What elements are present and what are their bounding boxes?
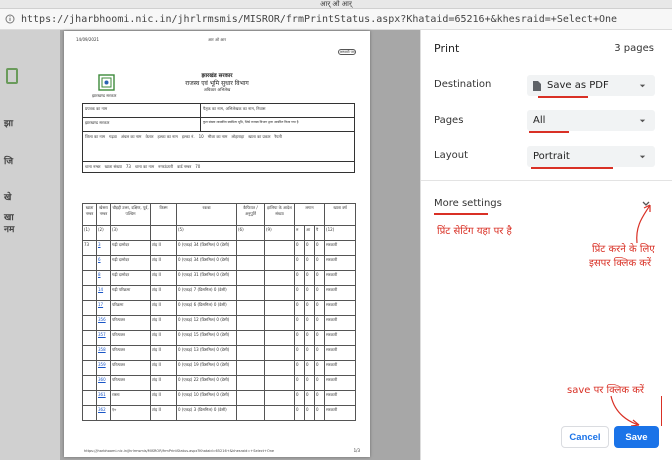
area-cell: 0 (एकड़) 3 (डिसमिल) 0 (डेसी) [177,406,237,421]
preview-footer-url: https://jharbhoomi.nic.in/jhrlrmsmis/MISROR/frmPrintStatus.aspx?Khataid=65216+&khesraid=+Select+One [84,449,275,453]
rent-anna-cell: 0 [305,361,315,376]
table-row [83,391,356,406]
col-year: खाता वर्ष [325,204,356,226]
circle-label: अंचल का नाम [120,134,142,139]
status-cell: सरकारी [325,241,356,256]
click-annotation-line2: इसपर क्लिक करें [589,258,652,269]
order-cell [265,406,295,421]
khesra-link[interactable] [97,376,111,391]
col-remarks: कैफियत / अनुपूर्ति [237,204,265,226]
underlying-text: खा [4,213,14,223]
rent-anna-cell: 0 [305,241,315,256]
table-row [83,271,356,286]
subheader-cell: (9) [265,226,295,241]
heading-record: अधिकार अभिलेख [203,87,231,92]
col-khesra: खेसरा नम्बर [97,204,111,226]
layout-value: Portrait [533,151,570,162]
status-cell: सरकारी [325,316,356,331]
table-row [83,331,356,346]
remarks-cell [237,301,265,316]
owner-row [82,103,355,117]
col-kism: किस्म [151,204,177,226]
underlying-text: जि [4,157,14,167]
khesra-link[interactable] [97,316,111,331]
owner-details-label: पैतृक का नाम, अभिलेखक का नाम, निवास [203,106,266,111]
rent-paisa-cell: 0 [315,241,325,256]
save-button[interactable]: Save [614,426,659,448]
boundary-cell: परित्यक्त [111,361,151,376]
order-cell [265,376,295,391]
print-title: Print [434,42,460,55]
area-cell: 0 (एकड़) 15 (डिसमिल) 0 (डेसी) [177,331,237,346]
destination-value: Save as PDF [547,80,609,91]
khata-cell [83,376,97,391]
area-cell: 0 (एकड़) 7 (डिसमिल) 0 (डेसी) [177,286,237,301]
khesra-number-link[interactable]: 359 [98,362,106,367]
underlying-text: नम [4,225,15,235]
annotation-underline [434,213,488,215]
table-row [83,316,356,331]
order-cell [265,256,295,271]
khesra-number-link[interactable]: 17 [98,302,104,307]
thana-name-value: नगरऊंटारी [158,164,174,169]
chevron-down-icon [638,116,647,125]
rent-anna-cell: 0 [305,301,315,316]
remarks-cell [237,346,265,361]
status-badge: अस्थायी पत्र [339,50,355,54]
rent-anna-cell: 0 [305,271,315,286]
rent-paisa-cell: 0 [315,376,325,391]
khata-cell [83,391,97,406]
rent-anna-cell: 0 [305,406,315,421]
khesra-link[interactable] [97,256,111,271]
halka-no-label: हल्का नं. [181,134,195,139]
rent-anna-cell: 0 [305,391,315,406]
subheader-cell: (2) [97,226,111,241]
rent-paisa-cell: 0 [315,391,325,406]
preview-date: 14/09/2021 [76,37,100,42]
subheader-cell: (12) [325,226,356,241]
khata-no-label: खाता संख्या [104,164,122,169]
khesra-number-link[interactable]: 360 [98,377,106,382]
order-cell [265,271,295,286]
kism-cell: टांड़ II [151,406,177,421]
rent-paisa-cell: 0 [315,286,325,301]
khesra-number-link[interactable]: 14 [98,287,104,292]
heading-govt: झारखंड सरकार [201,73,233,79]
khata-cell: 73 [83,241,97,256]
order-cell [265,286,295,301]
remarks-cell [237,361,265,376]
col-khata: खाता नम्बर [83,204,97,226]
status-cell: सरकारी [325,286,356,301]
rent-paisa-cell: 0 [315,331,325,346]
underlying-text: खे [4,193,12,203]
status-cell: सरकारी [325,376,356,391]
remarks-cell [237,316,265,331]
boundary-cell: गढ़ी दामोदर [111,241,151,256]
rent-rupee-cell: 0 [295,406,305,421]
district-label: जिला का नाम [85,134,106,139]
table-row [83,301,356,316]
layout-select[interactable] [527,146,655,167]
area-cell: 0 (एकड़) 12 (डिसमिल) 0 (डेसी) [177,316,237,331]
boundary-cell: परित्यक्त [111,316,151,331]
kism-cell: टांड़ II [151,316,177,331]
kism-cell: टांड़ II [151,331,177,346]
boundary-cell: रास्ता [111,391,151,406]
status-cell: सरकारी [325,361,356,376]
khata-cell [83,256,97,271]
khesra-link[interactable] [97,331,111,346]
khesra-link[interactable] [97,241,111,256]
khesra-link[interactable] [97,271,111,286]
rent-anna-cell: 0 [305,376,315,391]
col-boundary: चौहद्दी उत्तर, दक्षिण, पूर्व, पश्चिम [111,204,151,226]
rent-rupee-cell: 0 [295,346,305,361]
status-cell: सरकारी [325,346,356,361]
remarks-cell [237,286,265,301]
subheader-cell: पै [315,226,325,241]
url-text[interactable]: https://jharbhoomi.nic.in/jhrlrmsmis/MISROR/frmPrintStatus.aspx?Khataid=65216+&khesraid=+Select+One [21,13,618,25]
khata-cell [83,346,97,361]
settings-annotation: प्रिंट सेटिंग यहा पर है [437,226,512,237]
rent-rupee-cell: 0 [295,376,305,391]
kism-cell: टांड़ II [151,376,177,391]
order-cell [265,391,295,406]
khata-cell [83,316,97,331]
cancel-button[interactable]: Cancel [561,426,609,448]
address-bar [0,9,672,30]
rent-rupee-cell: 0 [295,316,305,331]
rent-rupee-cell: 0 [295,331,305,346]
khata-cell [83,331,97,346]
underlying-logo [6,68,18,84]
khata-cell [83,406,97,421]
layout-label: Layout [434,150,468,161]
destination-select[interactable] [527,75,655,96]
boundary-cell: परित्यक्त [111,331,151,346]
khesra-number-link[interactable]: 362 [98,407,106,412]
subheader-cell: (5) [177,226,237,241]
remarks-cell [237,271,265,286]
order-cell [265,241,295,256]
location-row [82,131,355,161]
kism-cell: टांड़ II [151,391,177,406]
rent-rupee-cell: 0 [295,256,305,271]
khata-cell [83,361,97,376]
table-row [83,376,356,391]
khesra-link[interactable] [97,406,111,421]
table-row [83,241,356,256]
col-rent: लगान [295,204,325,226]
rent-paisa-cell: 0 [315,256,325,271]
underlying-page [0,30,60,460]
boundary-cell: परित्यक्त [111,346,151,361]
khesra-number-link[interactable]: 356 [98,317,106,322]
heading-department: राजस्व एवं भूमि सुधार विभाग [185,80,249,87]
table-header-row [83,204,356,226]
subheader-cell: रु [295,226,305,241]
boundary-cell: गढ़ी दामोदर [111,271,151,286]
khesra-number-link[interactable]: 361 [98,392,106,397]
kism-cell: टांड़ II [151,286,177,301]
area-cell: 0 (एकड़) 34 (डिसमिल) 0 (डेसी) [177,256,237,271]
area-cell: 0 (एकड़) 10 (डिसमिल) 0 (डेसी) [177,391,237,406]
subheader-cell: आ [305,226,315,241]
area-cell: 0 (एकड़) 31 (डिसमिल) 0 (डेसी) [177,271,237,286]
col-area: रकबा [177,204,237,226]
mauja-label: मौजा का नाम [207,134,228,139]
boundary-cell: गढ़ी दामोदर [111,256,151,271]
owner-details-value: कुल संख्या शासकीय स्वामित्व भूमि, जिसे राजस्व विभाग द्वारा आबंटित किया गया है [203,120,299,124]
status-cell: सरकारी [325,271,356,286]
owner-value: झारखण्ड सरकार [83,118,201,131]
kism-cell: टांड़ II [151,346,177,361]
khata-cell [83,271,97,286]
mauja-value: लोहाराहा [231,134,245,139]
rent-rupee-cell: 0 [295,361,305,376]
preview-top-title: आर ओ आर [207,37,227,42]
subheader-cell: (6) [237,226,265,241]
table-row [83,286,356,301]
col-order: हालिया के आदेश संख्या [265,204,295,226]
khesra-number-link[interactable]: 358 [98,347,106,352]
ward-label: वार्ड नम्बर [177,164,192,169]
annotation-arrow-icon [631,202,655,244]
underlying-text: झा [4,119,14,129]
status-cell: सरकारी [325,301,356,316]
annotation-underline [529,131,569,133]
khesra-link[interactable] [97,391,111,406]
table-row [83,256,356,271]
khesra-number-link[interactable]: 3 [98,242,101,247]
logo-caption: झारखण्ड सरकार [92,93,117,98]
status-cell: सरकारी [325,406,356,421]
district-value: गढ़वा [109,134,117,139]
pdf-file-icon [533,81,541,91]
area-cell: 0 (एकड़) 34 (डिसमिल) 0 (डेसी) [177,241,237,256]
thana-row [82,161,355,173]
khesra-number-link[interactable]: 8 [98,272,101,277]
save-annotation: save पर क्लिक करें [567,385,644,396]
rent-rupee-cell: 0 [295,301,305,316]
rent-paisa-cell: 0 [315,346,325,361]
preview-page-number: 1/3 [353,448,360,453]
rent-paisa-cell: 0 [315,361,325,376]
khesra-link[interactable] [97,301,111,316]
khata-cell [83,286,97,301]
subheader-cell: (1) [83,226,97,241]
order-cell [265,301,295,316]
table-row [83,346,356,361]
rent-anna-cell: 0 [305,331,315,346]
khata-no-value: 73 [125,164,131,169]
annotation-arrow-icon [607,394,657,428]
chevron-down-icon [638,152,647,161]
pages-value: All [533,115,546,126]
area-cell: 0 (एकड़) 13 (डिसमिल) 0 (डेसी) [177,346,237,361]
khata-cell [83,301,97,316]
halka-label: हल्का का नाम [157,134,178,139]
window-title: आर् ओ आर् [0,0,672,9]
rent-anna-cell: 0 [305,256,315,271]
khesra-link[interactable] [97,286,111,301]
kism-cell: टांड़ II [151,301,177,316]
khata-type-label: खाता का प्रकार [248,134,271,139]
preview-page [64,31,370,457]
divider [421,180,672,181]
pages-select[interactable] [527,110,655,131]
destination-label: Destination [434,79,492,90]
more-settings-toggle[interactable]: More settings [434,198,502,209]
rent-anna-cell: 0 [305,346,315,361]
pages-label: Pages [434,115,464,126]
circle-value: केतार [145,134,154,139]
rent-paisa-cell: 0 [315,271,325,286]
order-cell [265,316,295,331]
khesra-link[interactable] [97,361,111,376]
status-cell: सरकारी [325,331,356,346]
table-row [83,406,356,421]
kism-cell: टांड़ II [151,241,177,256]
khesra-link[interactable] [97,346,111,361]
ward-value: 70 [195,164,201,169]
thana-no-label: थाना नम्बर [85,164,101,169]
status-cell: सरकारी [325,256,356,271]
khesra-number-link[interactable]: 6 [98,257,101,262]
annotation-line [661,396,662,426]
boundary-cell: परिक्रमा [111,301,151,316]
page-count: 3 pages [614,43,654,54]
remarks-cell [237,241,265,256]
rent-rupee-cell: 0 [295,271,305,286]
boundary-cell: ए० [111,406,151,421]
area-cell: 0 (एकड़) 22 (डिसमिल) 0 (डेसी) [177,376,237,391]
annotation-underline [531,167,613,169]
area-cell: 0 (एकड़) 6 (डिसमिल) 0 (डेसी) [177,301,237,316]
remarks-cell [237,391,265,406]
rent-paisa-cell: 0 [315,316,325,331]
area-cell: 0 (एकड़) 19 (डिसमिल) 0 (डेसी) [177,361,237,376]
table-subheader-row [83,226,356,241]
rent-rupee-cell: 0 [295,286,305,301]
boundary-cell: गढ़ी परिक्रमा [111,286,151,301]
khatiyan-table [82,203,356,421]
remarks-cell [237,331,265,346]
rent-anna-cell: 0 [305,316,315,331]
halka-no-value: 10 [198,134,204,139]
rent-anna-cell: 0 [305,286,315,301]
owner-value-row [82,117,355,131]
boundary-cell: परित्यक्त [111,376,151,391]
kism-cell: टांड़ II [151,256,177,271]
table-row [83,361,356,376]
owner-label: प्रपत्रक का नाम [83,104,201,117]
click-annotation-line1: प्रिंट करने के लिए [592,244,655,255]
info-icon[interactable] [4,14,15,25]
chevron-down-icon [638,81,647,90]
order-cell [265,361,295,376]
status-cell: सरकारी [325,391,356,406]
thana-name-label: थाना का नाम [134,164,155,169]
order-cell [265,331,295,346]
subheader-cell [151,226,177,241]
rent-paisa-cell: 0 [315,301,325,316]
rent-rupee-cell: 0 [295,241,305,256]
subheader-cell: (3) [111,226,151,241]
remarks-cell [237,256,265,271]
rent-paisa-cell: 0 [315,406,325,421]
annotation-underline [538,96,588,98]
order-cell [265,346,295,361]
khesra-number-link[interactable]: 357 [98,332,106,337]
print-settings-panel [420,30,672,460]
remarks-cell [237,376,265,391]
kism-cell: टांड़ II [151,271,177,286]
khata-type-value: रैयती [274,134,282,139]
rent-rupee-cell: 0 [295,391,305,406]
remarks-cell [237,406,265,421]
kism-cell: टांड़ II [151,361,177,376]
